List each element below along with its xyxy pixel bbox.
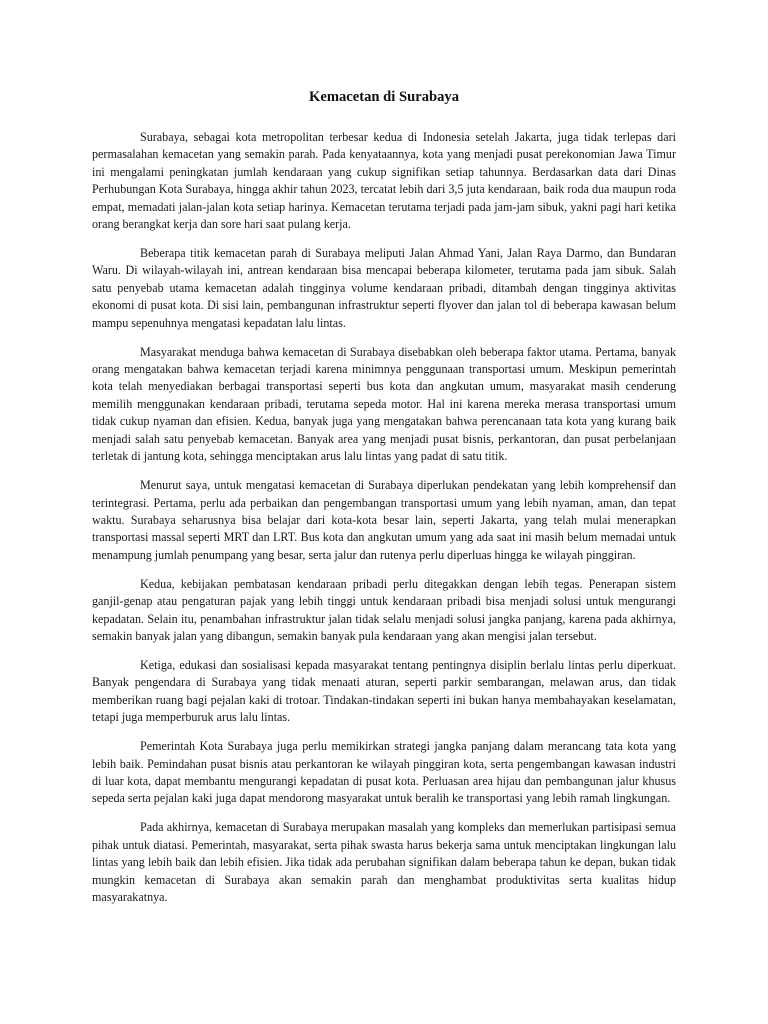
paragraph-7: Pemerintah Kota Surabaya juga perlu memikirkan strategi jangka panjang dalam merancang tata kota yang lebih baik. Pemindahan pusat bisnis atau perkantoran ke wilayah pinggiran kota, serta pengembangan kawasan industri di luar kota, dapat membantu mengurangi kepadatan di pusat kota. Perluasan area hijau dan pembangunan jalur khusus sepeda serta pejalan kaki juga dapat mendorong masyarakat untuk beralih ke transportasi yang lebih ramah lingkungan. <box>92 739 676 806</box>
paragraph-6: Ketiga, edukasi dan sosialisasi kepada masyarakat tentang pentingnya disiplin berlalu lintas perlu diperkuat. Banyak pengendara di Surabaya yang tidak menaati aturan, seperti parkir sembarangan, melawan arus, dan tidak memberikan ruang bagi pejalan kaki di trotoar. Tindakan-tindakan seperti ini bukan hanya membahayakan keselamatan, tetapi juga memperburuk arus lalu lintas. <box>92 657 676 725</box>
paragraph-1: Surabaya, sebagai kota metropolitan terbesar kedua di Indonesia setelah Jakarta, juga tidak terlepas dari permasalahan kemacetan yang semakin parah. Pada kenyataannya, kota yang menjadi pusat perekonomian Jawa Timur ini mengalami peningkatan jumlah kendaraan yang cukup signifikan setiap tahunnya. Berdasarkan data dari Dinas Perhubungan Kota Surabaya, hingga akhir tahun 2023, tercatat lebih dari 3,5 juta kendaraan, baik roda dua maupun roda empat, memadati jalan-jalan kota setiap harinya. Kemacetan terutama terjadi pada jam-jam sibuk, yakni pagi hari ketika orang berangkat kerja dan sore hari saat pulang kerja. <box>92 130 676 232</box>
paragraph-8: Pada akhirnya, kemacetan di Surabaya merupakan masalah yang kompleks dan memerlukan partisipasi semua pihak untuk diatasi. Pemerintah, masyarakat, serta pihak swasta harus bekerja sama untuk menciptakan lingkungan lalu lintas yang lebih baik dan lebih efisien. Jika tidak ada perubahan signifikan dalam beberapa tahun ke depan, bukan tidak mungkin kemacetan di Surabaya akan semakin parah dan menghambat produktivitas serta kualitas hidup masyarakatnya. <box>92 820 676 904</box>
document-title: Kemacetan di Surabaya <box>309 89 459 105</box>
paragraph-2: Beberapa titik kemacetan parah di Surabaya meliputi Jalan Ahmad Yani, Jalan Raya Darmo, dan Bundaran Waru. Di wilayah-wilayah ini, antrean kendaraan bisa mencapai beberapa kilometer, terutama pada jam sibuk. Salah satu penyebab utama kemacetan adalah tingginya volume kendaraan pribadi, ditambah dengan tingginya aktivitas ekonomi di pusat kota. Di sisi lain, pembangunan infrastruktur seperti flyover dan jalan tol di beberapa kawasan belum mampu sepenuhnya mengatasi kepadatan lalu lintas. <box>92 246 676 330</box>
paragraph-3: Masyarakat menduga bahwa kemacetan di Surabaya disebabkan oleh beberapa faktor utama. Pertama, banyak orang mengatakan bahwa kemacetan terjadi karena minimnya penggunaan transportasi umum. Meskipun pemerintah kota telah menyediakan berbagai transportasi seperti bus kota dan angkutan umum, masyarakat masih cenderung memilih menggunakan kendaraan pribadi, terutama sepeda motor. Hal ini karena mereka merasa transportasi umum tidak cukup nyaman dan efisien. Kedua, banyak juga yang mengatakan bahwa perencanaan tata kota yang kurang baik menjadi salah satu penyebab kemacetan. Banyak area yang menjadi pusat bisnis, perkantoran, dan pusat perbelanjaan terletak di jantung kota, sehingga menciptakan arus lalu lintas yang padat di satu titik. <box>92 344 676 464</box>
document-body <box>92 129 676 906</box>
paragraph-4: Menurut saya, untuk mengatasi kemacetan di Surabaya diperlukan pendekatan yang lebih komprehensif dan terintegrasi. Pertama, perlu ada perbaikan dan pengembangan transportasi umum yang lebih nyaman, aman, dan tepat waktu. Surabaya seharusnya bisa belajar dari kota-kota besar lain, seperti Jakarta, yang telah mulai menerapkan transportasi massal seperti MRT dan LRT. Bus kota dan angkutan umum yang ada saat ini masih belum memadai untuk menampung jumlah penumpang yang besar, serta jalur dan rutenya perlu diperluas hingga ke wilayah pinggiran. <box>92 478 676 562</box>
paragraph-5: Kedua, kebijakan pembatasan kendaraan pribadi perlu ditegakkan dengan lebih tegas. Penerapan sistem ganjil-genap atau pengaturan pajak yang lebih tinggi untuk kendaraan pribadi bisa menjadi solusi untuk mengurangi kepadatan. Selain itu, penambahan infrastruktur jalan tidak selalu menjadi solusi jangka panjang, karena pada akhirnya, semakin banyak jalan yang dibangun, semakin banyak pula kendaraan yang akan mengisi jalan tersebut. <box>92 576 676 643</box>
